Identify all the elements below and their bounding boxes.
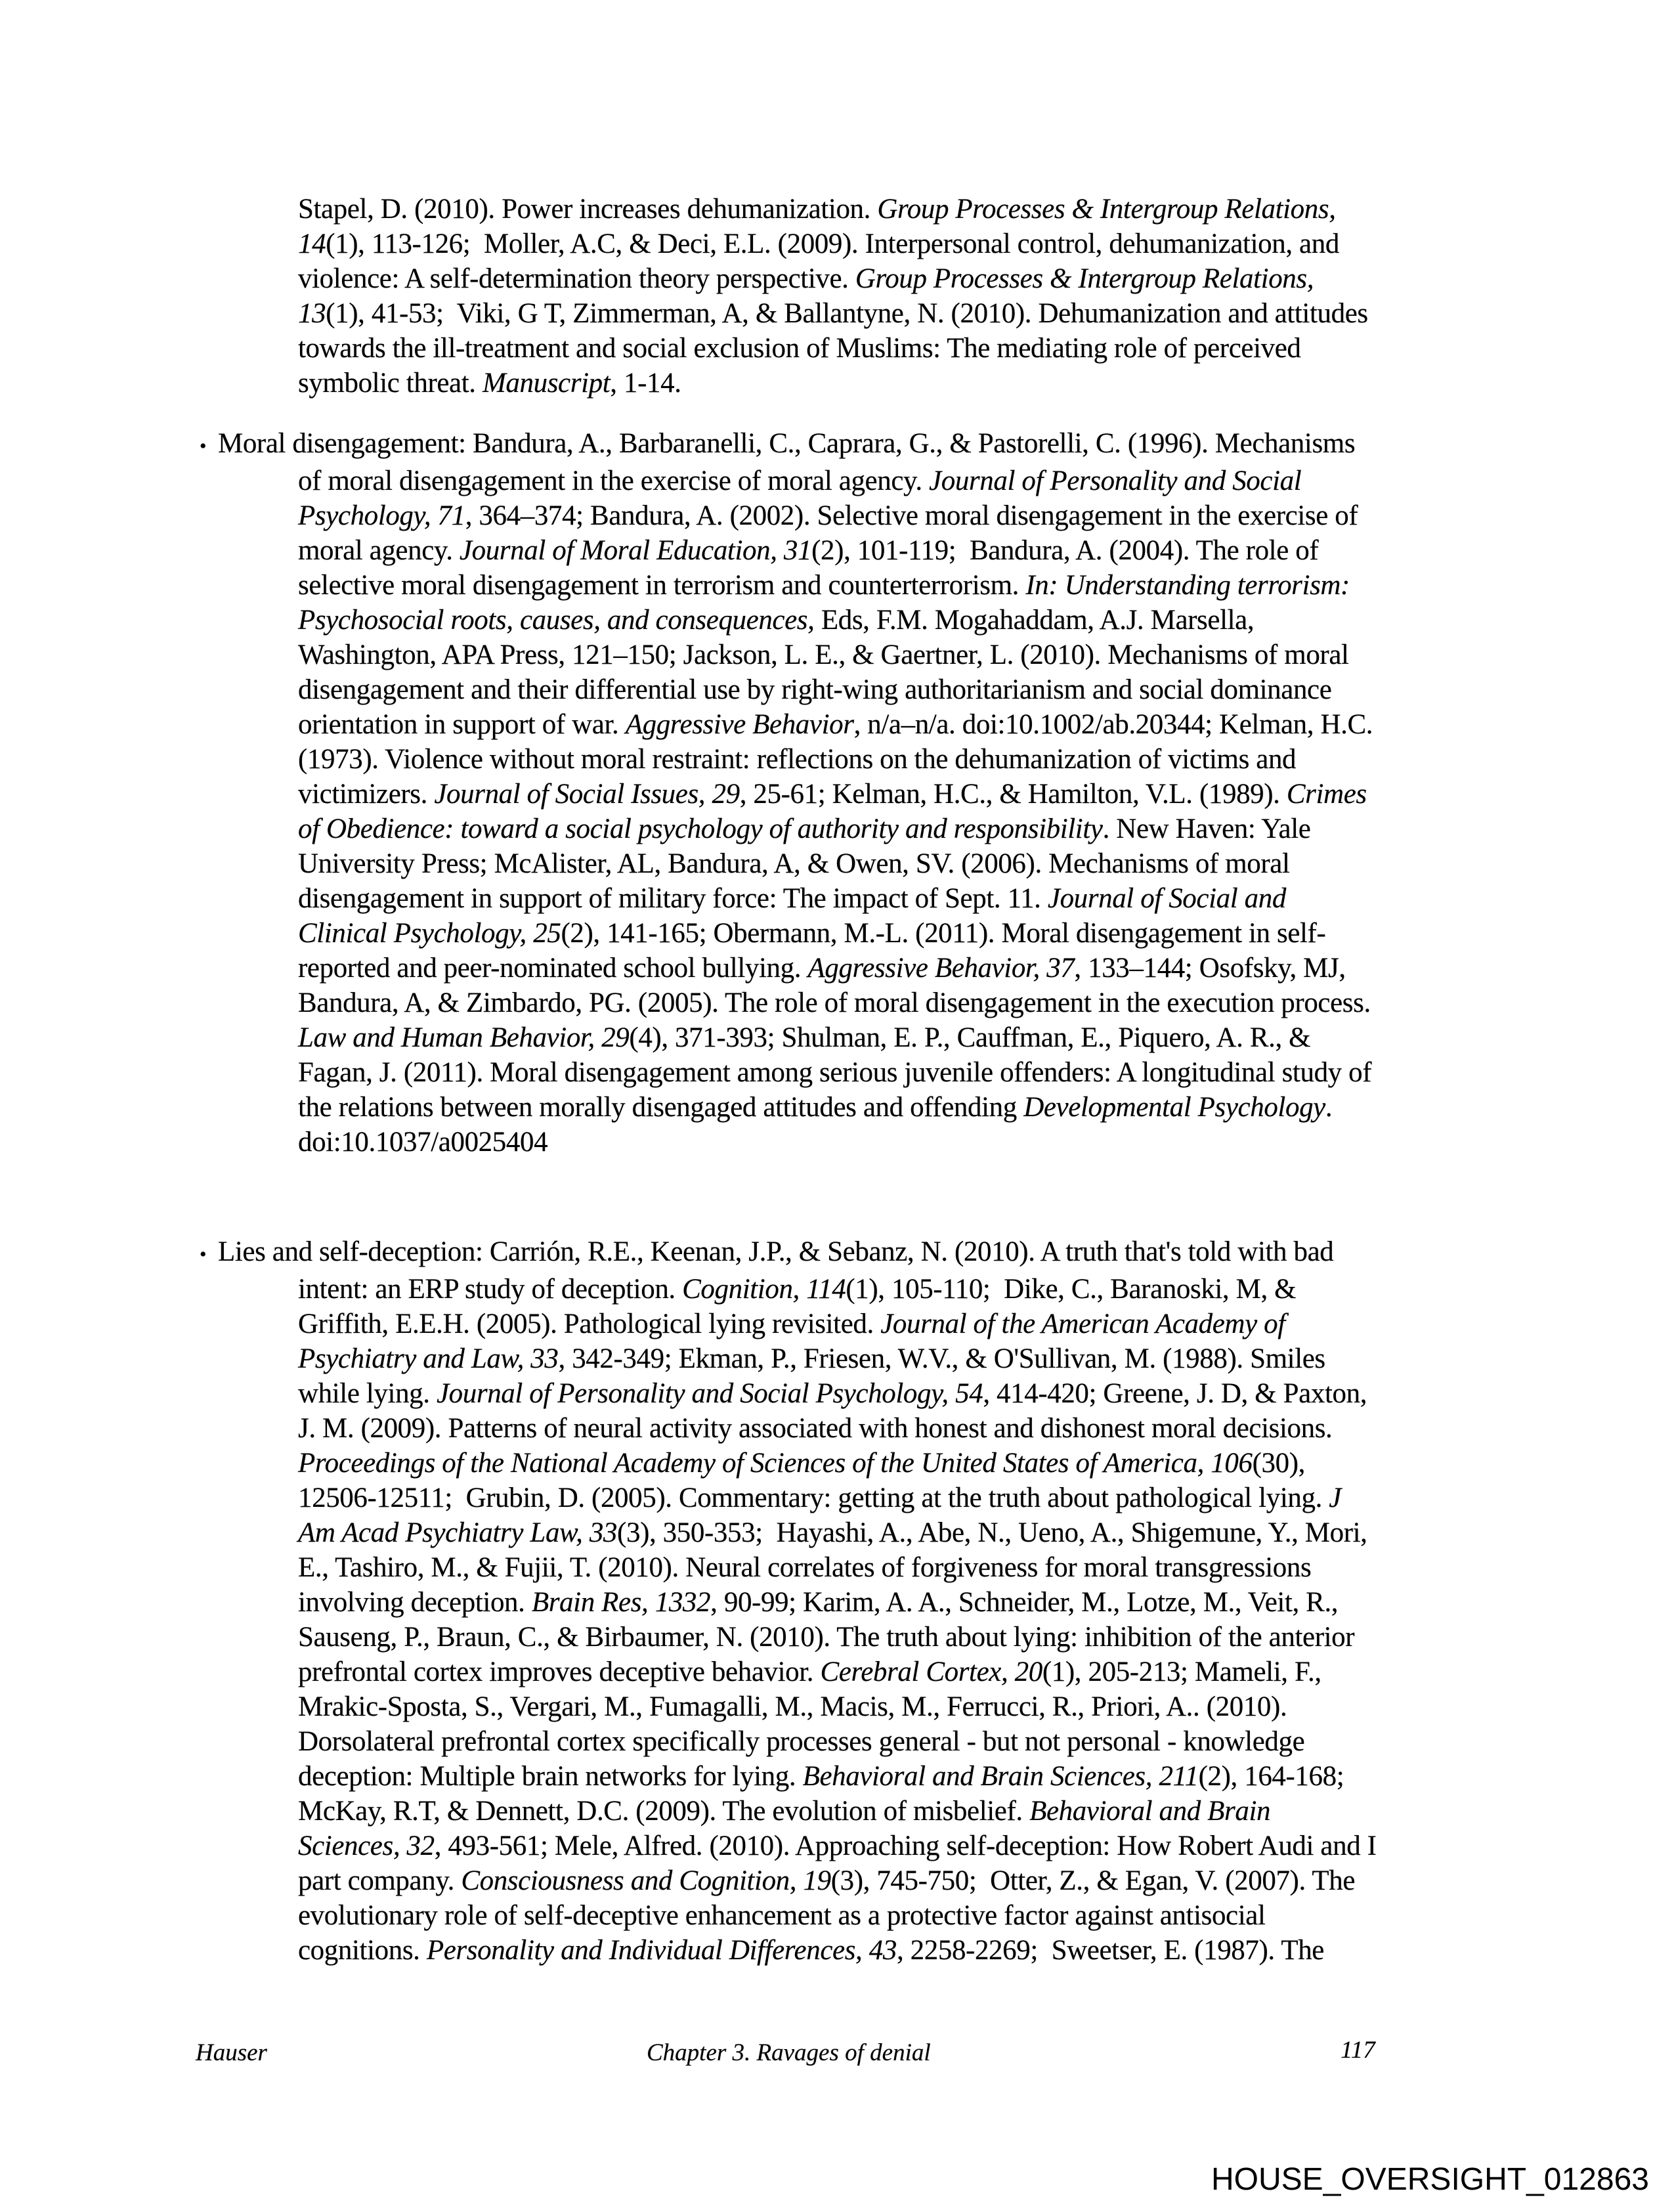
- text-segment: (1), 205-213; Mameli, F.,: [1042, 1657, 1321, 1687]
- reference-line: [298, 1481, 1519, 1515]
- text-segment: doi:10.1037/a0025404: [298, 1127, 548, 1158]
- reference-line: [200, 1234, 1519, 1272]
- reference-line: [298, 533, 1519, 568]
- italic-text-segment: 14: [298, 228, 326, 259]
- reference-line: [298, 1272, 1519, 1307]
- text-segment: Lies and self-deception: Carrión, R.E., Keenan, J.P., & Sebanz, N. (2010). A truth that's told with bad: [218, 1236, 1334, 1267]
- text-segment: , 493-561; Mele, Alfred. (2010). Approaching self-deception: How Robert Audi and I: [434, 1831, 1377, 1861]
- reference-paragraph: [298, 192, 1519, 401]
- bullet-icon: •: [200, 435, 207, 457]
- text-segment: disengagement in support of military force: The impact of Sept. 11.: [298, 883, 1048, 914]
- text-segment: .: [1325, 1092, 1333, 1123]
- text-segment: cognitions.: [298, 1935, 427, 1966]
- reference-line: [298, 331, 1519, 366]
- text-segment: 12506-12511; Grubin, D. (2005). Commentary: getting at the truth about pathological lying.: [298, 1483, 1329, 1513]
- italic-text-segment: Psychology, 71: [298, 500, 465, 531]
- italic-text-segment: of Obedience: toward a social psychology of authority and responsibility: [298, 813, 1103, 844]
- reference-line: [298, 1125, 1519, 1160]
- italic-text-segment: Clinical Psychology, 25: [298, 918, 561, 949]
- text-segment: the relations between morally disengaged attitudes and offending: [298, 1092, 1024, 1123]
- reference-line: [298, 1585, 1519, 1620]
- text-segment: , 133–144; Osofsky, MJ,: [1074, 953, 1346, 984]
- italic-text-segment: Manuscript: [483, 368, 611, 399]
- text-segment: victimizers.: [298, 779, 435, 810]
- text-segment: orientation in support of war.: [298, 709, 626, 740]
- text-segment: Griffith, E.E.H. (2005). Pathological lying revisited.: [298, 1309, 881, 1339]
- reference-line: [298, 1620, 1519, 1655]
- text-segment: violence: A self-determination theory perspective.: [298, 263, 855, 294]
- reference-line: [298, 603, 1519, 638]
- text-segment: , 364–374; Bandura, A. (2002). Selective moral disengagement in the exercise of: [465, 500, 1358, 531]
- italic-text-segment: Consciousness and Cognition, 19: [461, 1865, 831, 1896]
- text-segment: , 25-61; Kelman, H.C., & Hamilton, V.L. (1989).: [739, 779, 1287, 810]
- reference-line: [298, 568, 1519, 603]
- text-segment: . New Haven: Yale: [1102, 813, 1311, 844]
- text-segment: (3), 350-353; Hayashi, A., Abe, N., Ueno, A., Shigemune, Y., Mori,: [617, 1517, 1367, 1548]
- text-segment: (1973). Violence without moral restraint: reflections on the dehumanization of victims and: [298, 744, 1297, 775]
- text-segment: (2), 101-119; Bandura, A. (2004). The role of: [811, 535, 1319, 566]
- reference-line: [298, 1794, 1519, 1829]
- reference-line: [298, 1689, 1519, 1724]
- italic-text-segment: Psychosocial roots, causes, and consequences,: [298, 605, 815, 636]
- text-segment: (4), 371-393; Shulman, E. P., Cauffman, E., Piquero, A. R., &: [629, 1022, 1311, 1053]
- italic-text-segment: Law and Human Behavior, 29: [298, 1022, 630, 1053]
- text-segment: selective moral disengagement in terrorism and counterterrorism.: [298, 570, 1026, 601]
- reference-line: [298, 296, 1519, 331]
- reference-line: [298, 1090, 1519, 1125]
- reference-line: [298, 707, 1519, 742]
- text-segment: McKay, R.T, & Dennett, D.C. (2009). The evolution of misbelief.: [298, 1796, 1030, 1827]
- italic-text-segment: Aggressive Behavior: [625, 709, 854, 740]
- text-segment: , 342-349; Ekman, P., Friesen, W.V., & O'Sullivan, M. (1988). Smiles: [558, 1343, 1325, 1374]
- bullet-icon: •: [200, 1244, 207, 1265]
- text-segment: (30),: [1252, 1448, 1305, 1479]
- reference-line: [298, 1307, 1519, 1341]
- italic-text-segment: Journal of Moral Education, 31: [459, 535, 812, 566]
- italic-text-segment: Psychiatry and Law, 33: [298, 1343, 559, 1374]
- bates-stamp: HOUSE_OVERSIGHT_012863: [1211, 2162, 1649, 2197]
- bullet-reference-paragraph: [200, 1234, 1519, 1968]
- reference-line: [298, 1341, 1519, 1376]
- reference-line: [298, 812, 1519, 846]
- reference-line: [298, 881, 1519, 916]
- reference-line: [298, 916, 1519, 951]
- italic-text-segment: J: [1329, 1483, 1341, 1513]
- text-segment: Eds, F.M. Mogahaddam, A.J. Marsella,: [814, 605, 1255, 636]
- text-segment: (1), 113-126; Moller, A.C, & Deci, E.L. (2009). Interpersonal control, dehumanization, and: [326, 228, 1339, 259]
- text-segment: Sauseng, P., Braun, C., & Birbaumer, N. (2010). The truth about lying: inhibition of the anterior: [298, 1622, 1355, 1653]
- reference-line: [298, 1898, 1519, 1933]
- reference-line: [298, 1829, 1519, 1863]
- text-segment: involving deception.: [298, 1587, 532, 1618]
- reference-line: [298, 1759, 1519, 1794]
- reference-line: [298, 464, 1519, 498]
- text-segment: Bandura, A, & Zimbardo, PG. (2005). The role of moral disengagement in the execution process.: [298, 987, 1371, 1018]
- italic-text-segment: In: Understanding terrorism:: [1025, 570, 1350, 601]
- text-segment: , n/a–n/a. doi:10.1002/ab.20344; Kelman, H.C.: [853, 709, 1373, 740]
- text-segment: while lying.: [298, 1378, 437, 1409]
- italic-text-segment: Behavioral and Brain: [1029, 1796, 1271, 1827]
- reference-line: [298, 1933, 1519, 1968]
- text-segment: , 90-99; Karim, A. A., Schneider, M., Lotze, M., Veit, R.,: [710, 1587, 1339, 1618]
- text-segment: reported and peer-nominated school bullying.: [298, 953, 808, 984]
- text-segment: part company.: [298, 1865, 461, 1896]
- reference-line: [298, 1376, 1519, 1411]
- italic-text-segment: Group Processes & Intergroup Relations,: [855, 263, 1314, 294]
- text-segment: towards the ill-treatment and social exclusion of Muslims: The mediating role of perceived: [298, 333, 1301, 364]
- italic-text-segment: Behavioral and Brain Sciences, 211: [802, 1761, 1199, 1792]
- reference-line: [298, 951, 1519, 986]
- footer-author: Hauser: [196, 2039, 267, 2066]
- italic-text-segment: Journal of Personality and Social Psychology, 54: [436, 1378, 983, 1409]
- italic-text-segment: Journal of Social Issues, 29: [434, 779, 740, 810]
- text-segment: symbolic threat.: [298, 368, 483, 399]
- text-segment: J. M. (2009). Patterns of neural activity associated with honest and dishonest moral decisions.: [298, 1413, 1333, 1444]
- reference-line: [298, 227, 1519, 261]
- italic-text-segment: Cerebral Cortex, 20: [820, 1657, 1042, 1687]
- text-segment: (1), 41-53; Viki, G T, Zimmerman, A, & Ballantyne, N. (2010). Dehumanization and attitudes: [326, 298, 1368, 329]
- reference-line: [298, 742, 1519, 777]
- reference-line: [298, 1863, 1519, 1898]
- text-segment: Moral disengagement: Bandura, A., Barbaranelli, C., Caprara, G., & Pastorelli, C. (1996). Mechanisms: [218, 428, 1356, 459]
- italic-text-segment: Personality and Individual Differences, 43: [426, 1935, 897, 1966]
- text-segment: prefrontal cortex improves deceptive behavior.: [298, 1657, 821, 1687]
- italic-text-segment: 13: [298, 298, 326, 329]
- text-segment: Fagan, J. (2011). Moral disengagement among serious juvenile offenders: A longitudinal study of: [298, 1057, 1372, 1088]
- reference-line: [298, 1655, 1519, 1689]
- text-segment: , 2258-2269; Sweetser, E. (1987). The: [896, 1935, 1324, 1966]
- text-segment: Mrakic-Sposta, S., Vergari, M., Fumagalli, M., Macis, M., Ferrucci, R., Priori, A.. (2010).: [298, 1691, 1287, 1722]
- reference-line: [298, 1550, 1519, 1585]
- text-segment: Dorsolateral prefrontal cortex specifically processes general - but not personal - knowledge: [298, 1726, 1305, 1757]
- reference-line: [298, 498, 1519, 533]
- text-segment: (2), 141-165; Obermann, M.-L. (2011). Moral disengagement in self-: [561, 918, 1326, 949]
- reference-line: [298, 1515, 1519, 1550]
- text-segment: Washington, APA Press, 121–150; Jackson, L. E., & Gaertner, L. (2010). Mechanisms of moral: [298, 640, 1349, 670]
- footer-chapter-title: Chapter 3. Ravages of denial: [647, 2039, 931, 2066]
- italic-text-segment: Proceedings of the National Academy of Sciences of the United States of America, 106: [298, 1448, 1253, 1479]
- text-segment: (2), 164-168;: [1198, 1761, 1344, 1792]
- italic-text-segment: Brain Res, 1332: [531, 1587, 711, 1618]
- italic-text-segment: Journal of Social and: [1047, 883, 1286, 914]
- italic-text-segment: Sciences, 32: [298, 1831, 435, 1861]
- reference-line: [298, 1724, 1519, 1759]
- reference-line: [298, 192, 1519, 227]
- reference-line: [298, 638, 1519, 672]
- text-segment: of moral disengagement in the exercise of moral agency.: [298, 466, 930, 496]
- text-segment: , 1-14.: [610, 368, 681, 399]
- text-segment: University Press; McAlister, AL, Bandura, A, & Owen, SV. (2006). Mechanisms of moral: [298, 848, 1290, 879]
- reference-line: [298, 672, 1519, 707]
- italic-text-segment: Aggressive Behavior, 37: [807, 953, 1075, 984]
- reference-line: [298, 777, 1519, 812]
- reference-line: [200, 426, 1519, 464]
- text-segment: intent: an ERP study of deception.: [298, 1274, 683, 1305]
- italic-text-segment: Group Processes & Intergroup Relations,: [877, 194, 1336, 225]
- italic-text-segment: Crimes: [1286, 779, 1367, 810]
- text-segment: disengagement and their differential use by right-wing authoritarianism and social dominance: [298, 674, 1332, 705]
- reference-line: [298, 1411, 1519, 1446]
- text-segment: E., Tashiro, M., & Fujii, T. (2010). Neural correlates of forgiveness for moral transgressions: [298, 1552, 1312, 1583]
- italic-text-segment: Journal of the American Academy of: [880, 1309, 1285, 1339]
- text-segment: Stapel, D. (2010). Power increases dehumanization.: [298, 194, 878, 225]
- reference-line: [298, 261, 1519, 296]
- text-segment: deception: Multiple brain networks for lying.: [298, 1761, 803, 1792]
- text-segment: (3), 745-750; Otter, Z., & Egan, V. (2007). The: [830, 1865, 1356, 1896]
- text-segment: , 414-420; Greene, J. D, & Paxton,: [983, 1378, 1367, 1409]
- reference-line: [298, 1055, 1519, 1090]
- reference-line: [298, 366, 1519, 401]
- reference-line: [298, 1446, 1519, 1481]
- text-segment: (1), 105-110; Dike, C., Baranoski, M, &: [846, 1274, 1297, 1305]
- footer-page-number: 117: [1341, 2037, 1375, 2064]
- italic-text-segment: Journal of Personality and Social: [929, 466, 1302, 496]
- italic-text-segment: Am Acad Psychiatry Law, 33: [298, 1517, 618, 1548]
- bullet-reference-paragraph: [200, 426, 1519, 1160]
- text-segment: moral agency.: [298, 535, 460, 566]
- text-segment: evolutionary role of self-deceptive enhancement as a protective factor against antisocial: [298, 1900, 1266, 1931]
- italic-text-segment: Cognition, 114: [682, 1274, 846, 1305]
- reference-line: [298, 986, 1519, 1020]
- italic-text-segment: Developmental Psychology: [1023, 1092, 1325, 1123]
- reference-line: [298, 1020, 1519, 1055]
- reference-line: [298, 846, 1519, 881]
